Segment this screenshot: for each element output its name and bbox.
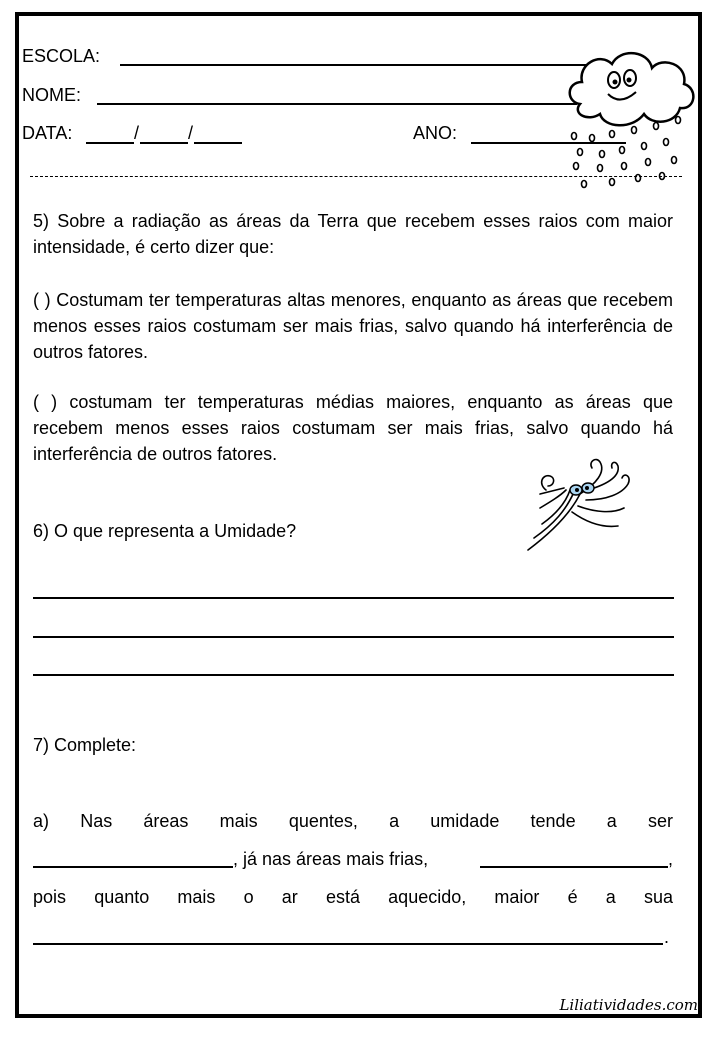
question-5-option-2[interactable]: ( ) costumam ter temperaturas médias maiores, enquanto as áreas que recebem menos esses raios costumam ser mais frias, salvo quando há interferência de outros fatores. xyxy=(33,392,673,464)
brand-watermark: Liliatividades.com xyxy=(559,996,698,1014)
blank-2[interactable] xyxy=(480,866,668,868)
header-divider xyxy=(30,176,682,177)
question-5-text: 5) Sobre a radiação as áreas da Terra que recebem esses raios com maior intensidade, é certo dizer que: xyxy=(33,211,673,257)
data-label: DATA: xyxy=(22,123,73,143)
date-separator: / xyxy=(188,123,194,143)
escola-field[interactable] xyxy=(120,64,590,66)
date-year-field[interactable] xyxy=(194,142,242,144)
question-7-title: 7) Complete: xyxy=(33,735,137,755)
escola-label: ESCOLA: xyxy=(22,46,101,66)
answer-line-3[interactable] xyxy=(33,674,674,676)
date-separator: / xyxy=(134,123,140,143)
question-7a-end: . xyxy=(664,927,670,947)
blank-3[interactable] xyxy=(33,943,663,945)
question-7a-part-2: , já nas áreas mais frias, xyxy=(233,849,429,869)
answer-line-2[interactable] xyxy=(33,636,674,638)
date-day-field[interactable] xyxy=(86,142,134,144)
date-month-field[interactable] xyxy=(140,142,188,144)
question-7a-part-3: , xyxy=(668,849,674,869)
question-7a-line-3: pois quanto mais o ar está aquecido, maior é a sua xyxy=(33,887,673,907)
cloud-rain-icon xyxy=(560,42,705,192)
question-7a-line-1: a) Nas áreas mais quentes, a umidade tende a ser xyxy=(33,811,673,831)
question-6-text: 6) O que representa a Umidade? xyxy=(33,521,297,541)
ano-label: ANO: xyxy=(413,123,458,143)
answer-line-1[interactable] xyxy=(33,597,674,599)
nome-field[interactable] xyxy=(97,103,577,105)
nome-label: NOME: xyxy=(22,85,82,105)
blank-1[interactable] xyxy=(33,866,233,868)
question-5-option-1[interactable]: ( ) Costumam ter temperaturas altas menores, enquanto as áreas que recebem menos esses raios costumam ser mais frias, salvo quando há interferência de outros fatores. xyxy=(33,290,673,362)
